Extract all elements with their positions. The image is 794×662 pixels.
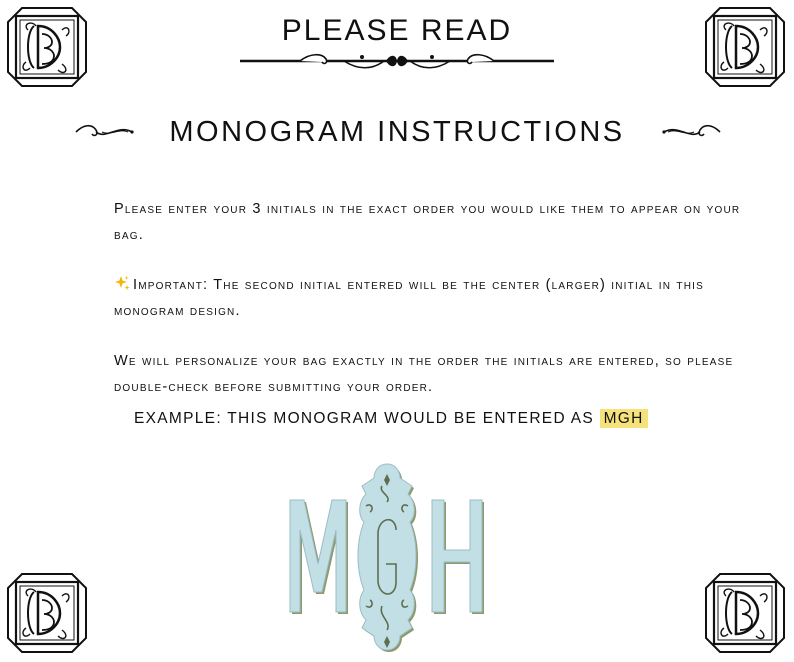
section-title: MONOGRAM INSTRUCTIONS bbox=[169, 116, 625, 148]
page-heading: PLEASE READ bbox=[281, 14, 513, 47]
example-text: EXAMPLE: THIS MONOGRAM WOULD BE ENTERED AS bbox=[134, 410, 594, 427]
heading-flourish-icon bbox=[240, 50, 554, 72]
instruction-paragraph: Please enter your 3 initials in the exact order you would like them to appear on your bag. bbox=[114, 201, 741, 243]
title-flourish-right-icon bbox=[660, 122, 724, 142]
important-text: Important: The second initial entered will be the center (larger) initial in this monogram design. bbox=[114, 277, 704, 319]
example-code-highlight: MGH bbox=[600, 409, 648, 428]
instructions-block bbox=[114, 196, 758, 424]
instruction-paragraph: We will personalize your bag exactly in the order the initials are entered, so please double-check before submitting your order. bbox=[114, 353, 734, 395]
instruction-paragraph-important bbox=[114, 272, 758, 324]
corner-emblem-bottom-right-icon bbox=[702, 570, 788, 656]
sparkles-icon bbox=[114, 275, 130, 291]
corner-emblem-bottom-left-icon bbox=[4, 570, 90, 656]
monogram-illustration bbox=[282, 456, 492, 658]
example-line bbox=[134, 410, 754, 428]
